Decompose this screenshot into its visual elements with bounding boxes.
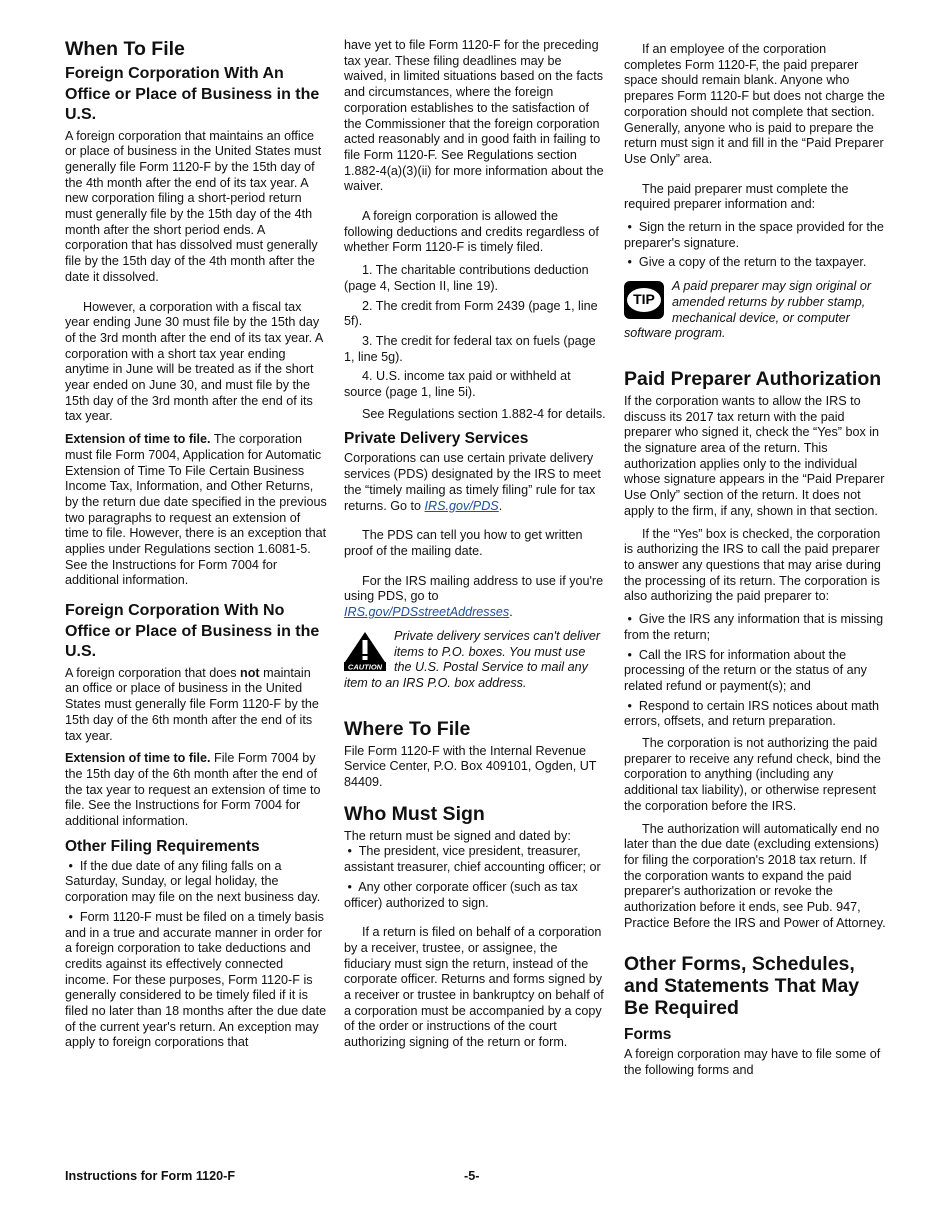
paragraph-extension-1	[65, 432, 327, 589]
list-item: • Give the IRS any information that is missing from the return;	[624, 612, 884, 642]
list-item-text: Give the IRS any information that is missing from the return;	[624, 612, 884, 642]
paragraph: See Regulations section 1.882-4 for details.	[362, 406, 606, 421]
paragraph-text: File Form 7004 by the 15th day of the 6th month after the end of the tax year to request an extension of time to file. See the Instructions for Form 7004 for additional information.	[65, 751, 321, 829]
heading-no-office: Foreign Corporation With No Office or Place of Business in the U.S.	[65, 602, 320, 661]
heading-where-to-file: Where To File	[344, 717, 471, 740]
link-irs-pds[interactable]: IRS.gov/PDS	[424, 498, 499, 513]
list-item-text: Give a copy of the return to the taxpayer.	[638, 255, 867, 270]
list-item: 1. The charitable contributions deduction (page 4, Section II, line 19).	[344, 263, 589, 293]
footer-title: Instructions for Form 1120-F	[65, 1169, 236, 1183]
emphasis-not: not	[240, 665, 260, 680]
tip-icon	[624, 281, 664, 319]
run-in-heading: Extension of time to file.	[65, 432, 211, 447]
heading-who-must-sign: Who Must Sign	[344, 802, 485, 825]
paragraph-text: For the IRS mailing address to use if you're using PDS, go to	[344, 573, 604, 604]
paragraph: A foreign corporation is allowed the following deductions and credits regardless of whether Form 1120-F is timely filed.	[344, 209, 599, 255]
column-3	[624, 38, 886, 1086]
link-pds-street-addresses[interactable]: IRS.gov/PDSstreetAddresses	[344, 605, 510, 620]
paragraph-extension-2	[65, 751, 327, 830]
list-item: • If the due date of any filing falls on a Saturday, Sunday, or legal holiday, the corporation may file on the next business day.	[65, 858, 321, 905]
paragraph: A foreign corporation may have to file some of the following forms and	[624, 1047, 881, 1078]
column-1	[65, 38, 327, 1055]
paragraph-text: The corporation must file Form 7004, Application for Automatic Extension of Time To File Certain Business Income Tax, Information, and Other Returns, by the return due date specified in the previous two paragraphs to request an extension of time to file. However, there is an exception that applies under Regulations section 1.6081-5. See the Instructions for Form 7004 for additional information.	[65, 432, 327, 588]
paragraph-pds-address: For the IRS mailing address to use if you're using PDS, go to IRS.gov/PDSstreetAddresses.	[344, 573, 604, 620]
paragraph: If a return is filed on behalf of a corporation by a receiver, trustee, or assignee, the fiduciary must sign the return, instead of the corporate officer. Returns and forms signed by a receiver or trustee in bankruptcy on behalf of a corporation must be accompanied by a copy of the order or instructions of the court authorizing signing of the return or form.	[344, 925, 604, 1050]
paragraph: The PDS can tell you how to get written proof of the mailing date.	[344, 528, 583, 558]
paragraph: The corporation is not authorizing the paid preparer to receive any refund check, bind the corporation to anything (including any additional tax liability), or otherwise represent the corporation before the IRS.	[624, 736, 881, 813]
paragraph: If the corporation wants to allow the IRS to discuss its 2017 tax return with the paid preparer who signed it, check the “Yes” box in the signature area of the return. This authorization applies only to the individual whose signature appears in the “Paid Preparer Use Only” section of the return. It does not apply to the firm, if any, shown in that section.	[624, 393, 885, 518]
tip-note	[624, 279, 886, 342]
heading-forms: Forms	[624, 1026, 672, 1044]
list-item-text: If the due date of any filing falls on a Saturday, Sunday, or legal holiday, the corporation may file on the next business day.	[65, 858, 321, 905]
heading-private-delivery: Private Delivery Services	[344, 430, 529, 448]
bullet-list	[624, 220, 886, 271]
paragraph: The paid preparer must complete the required preparer information and:	[624, 181, 849, 212]
paragraph: If an employee of the corporation completes Form 1120-F, the paid preparer space should remain blank. Anyone who prepares Form 1120-F but does not charge the corporation should not complete that section. Generally, anyone who is paid to prepare the return must sign it and fill in the “Paid Preparer Use Only” area.	[624, 42, 885, 166]
caution-icon	[344, 631, 386, 676]
list-item: • Sign the return in the space provided for the preparer's signature.	[624, 220, 884, 250]
tip-label: TIP	[627, 288, 661, 312]
caution-text: Private delivery services can't deliver items to P.O. boxes. You must use the U.S. Postal Service to mail any item to an IRS P.O. box address.	[344, 628, 601, 690]
paragraph-text: maintain an office or place of business in the United States must generally file Form 1120-F by the 15th day of the 6th month after the end of its tax year.	[65, 665, 319, 743]
list-item: 4. U.S. income tax paid or withheld at source (page 1, line 5i).	[344, 369, 571, 400]
heading-when-to-file: When To File	[65, 38, 185, 60]
heading-paid-preparer-authorization: Paid Preparer Authorization	[624, 367, 882, 390]
list-item-text: Any other corporate officer (such as tax officer) authorized to sign.	[344, 879, 578, 910]
paragraph: However, a corporation with a fiscal tax year ending June 30 must file by the 15th day of the 3rd month after the end of its tax year. A corporation with a short tax year ending anytime in June will be treated as if the short year ended on June 30, and must file by the 15th day of the 3rd month after the end of its tax year.	[65, 299, 323, 424]
bullet-list	[624, 612, 886, 730]
list-item: • Respond to certain IRS notices about math errors, offsets, and return preparation.	[624, 698, 880, 729]
caution-label: CAUTION	[347, 662, 383, 671]
paragraph: The authorization will automatically end no later than the due date (excluding extensions) for filing the corporation's 2018 tax return. If the corporation wants to expand the paid preparer's authorization or revoke the authorization before it ends, see Pub. 947, Practice Before the IRS and Power of Attorney.	[624, 821, 886, 930]
paragraph-text: A foreign corporation that does	[65, 665, 241, 680]
tip-text: A paid preparer may sign original or amended returns by rubber stamp, mechanical device, or computer software program.	[624, 279, 872, 341]
paragraph-pds: Corporations can use certain private delivery services (PDS) designated by the IRS to meet the “timely mailing as timely filing” rule for tax returns. Go to IRS.gov/PDS.	[344, 451, 601, 513]
paragraph: have yet to file Form 1120-F for the preceding tax year. These filing deadlines may be waived, in limited situations based on the facts and circumstances, where the foreign corporation establishes to the satisfaction of the Commissioner that the foreign corporation acted reasonably and in good faith in failing to file Form 1120-F. See Regulations section 1.882-4(a)(3)(ii) for more information about the waiver.	[344, 38, 604, 194]
list-item-text: Call the IRS for information about the processing of the return or the status of any related refund or payment(s); and	[624, 647, 867, 693]
heading-other-forms: Other Forms, Schedules, and Statements That May Be Required	[624, 953, 860, 1020]
paragraph: If the “Yes” box is checked, the corporation is authorizing the IRS to call the paid preparer to answer any questions that may arise during the processing of its return. The corporation is also authorizing the paid preparer to:	[624, 526, 881, 604]
list-item-text: Sign the return in the space provided for the preparer's signature.	[624, 220, 884, 250]
caution-note	[344, 629, 606, 692]
list-item: • The president, vice president, treasurer, assistant treasurer, chief accounting officer; or	[344, 844, 601, 875]
paragraph-no-office	[65, 666, 327, 745]
list-item: • Form 1120-F must be filed on a timely basis and in a true and accurate manner in order for a foreign corporation to take deductions and credits against its effectively connected income. For these purposes, Form 1120-F is generally considered to be timely filed if it is filed no later than 18 months after the due date of the current year's return. An exception may apply to foreign corporations that	[65, 909, 327, 1050]
heading-other-filing: Other Filing Requirements	[65, 837, 260, 855]
list-item-text: Form 1120-F must be filed on a timely basis and in a true and accurate manner in order for a foreign corporation to take deductions and credits against its effectively connected income. For these purposes, Form 1120-F is generally considered to be timely filed if it is filed no later than 18 months after the due date of the current year's return. An exception may apply to foreign corporations that	[65, 909, 327, 1050]
list-item-text: Respond to certain IRS notices about math errors, offsets, and return preparation.	[624, 698, 880, 729]
column-2	[344, 38, 606, 1058]
bullet-list	[344, 844, 606, 911]
paragraph: The return must be signed and dated by:	[344, 828, 571, 843]
numbered-list	[344, 263, 606, 401]
bullet-list	[65, 859, 327, 1051]
list-item: 2. The credit from Form 2439 (page 1, line 5f).	[344, 298, 598, 329]
paragraph: A foreign corporation that maintains an office or place of business in the United States must generally file Form 1120-F by the 15th day of the 4th month after the end of its tax year. A new corporation filing a short-period return must generally file by the 15th day of the 4th month after the short period ends. A corporation that has dissolved must generally file by the 15th day of the 4th month after the date it dissolved.	[65, 128, 322, 284]
list-item-text: The president, vice president, treasurer, assistant treasurer, chief accounting officer; or	[344, 844, 601, 875]
list-item: 3. The credit for federal tax on fuels (page 1, line 5g).	[344, 333, 596, 364]
paragraph-text: Corporations can use certain private delivery services (PDS) designated by the IRS to meet the “timely mailing as timely filing” rule for tax returns. Go to	[344, 451, 601, 513]
list-item: • Give a copy of the return to the taxpayer.	[624, 255, 867, 270]
paragraph: File Form 1120-F with the Internal Revenue Service Center, P.O. Box 409101, Ogden, UT 84409.	[344, 743, 597, 790]
list-item: • Call the IRS for information about the processing of the return or the status of any related refund or payment(s); and	[624, 647, 867, 693]
run-in-heading: Extension of time to file.	[65, 751, 211, 766]
heading-with-office: Foreign Corporation With An Office or Place of Business in the U.S.	[65, 65, 320, 123]
list-item: • Any other corporate officer (such as tax officer) authorized to sign.	[344, 879, 578, 910]
page-number: -5-	[464, 1169, 480, 1183]
